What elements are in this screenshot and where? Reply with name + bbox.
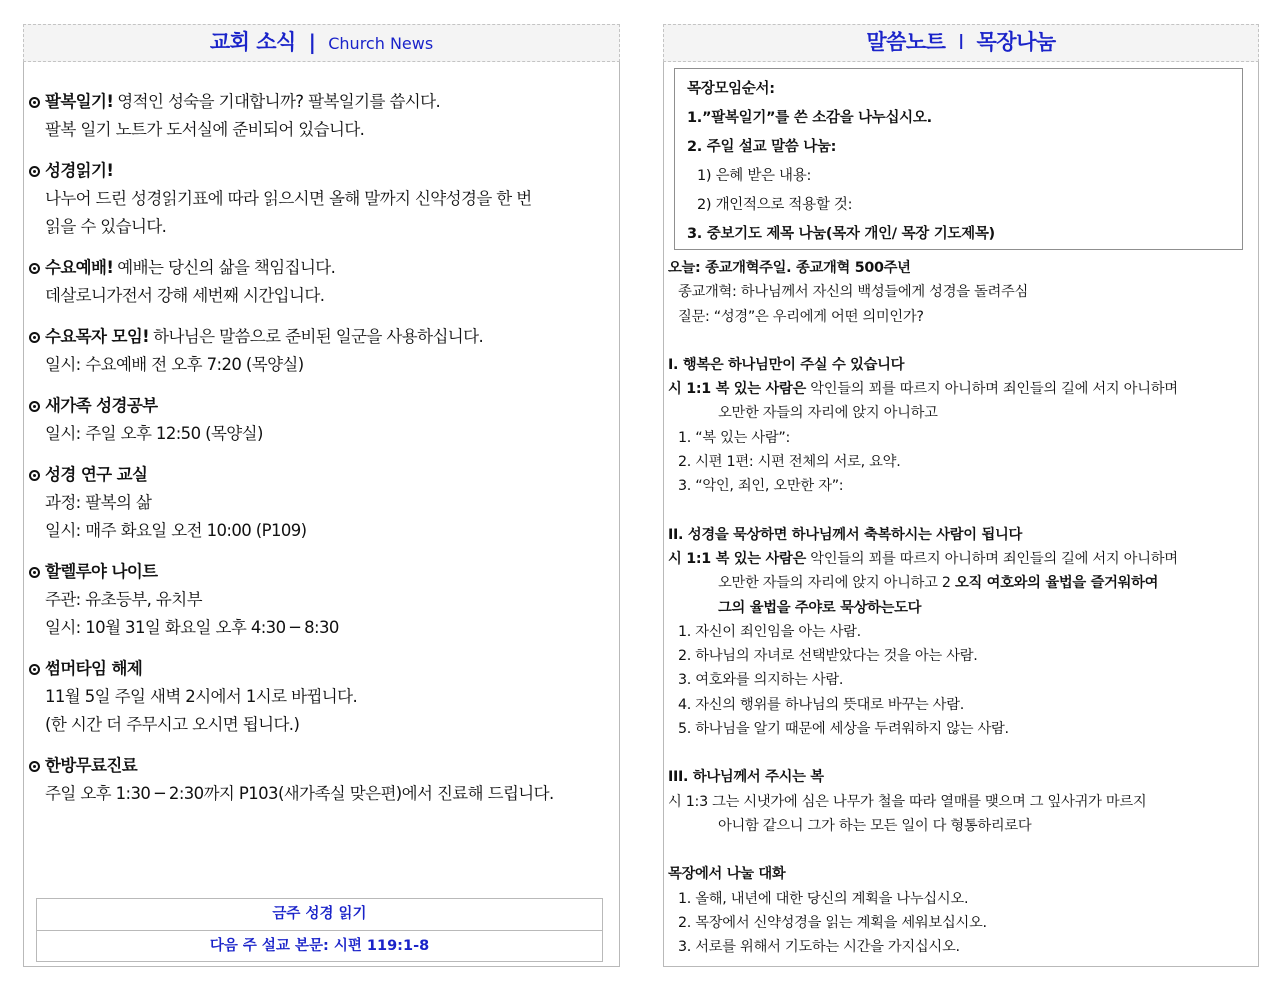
- news-item-header: [29, 392, 609, 420]
- header-separator: |: [308, 30, 316, 54]
- news-item-detail: 일시: 수요예배 전 오후 7:20 (목양실): [45, 355, 304, 374]
- news-item-title: 썸머타임 해제: [45, 659, 143, 678]
- bullet-target-icon: [29, 567, 40, 578]
- next-sermon-text: 다음 주 설교 본문: 시편 119:1-8: [37, 930, 602, 962]
- news-item: [29, 323, 609, 379]
- point-line: 1. 올해, 내년에 대한 당신의 계획을 나누십시오.: [678, 890, 969, 907]
- cell-sharing-title: 목장나눔: [976, 30, 1056, 54]
- verse-line: [668, 547, 1256, 571]
- news-item: [29, 558, 609, 642]
- verse-ref: 시 1:1 복 있는 사람은: [668, 381, 806, 398]
- section-heading: 목장에서 나눌 대화: [668, 866, 786, 883]
- news-list: [29, 88, 609, 821]
- meeting-order-box: [674, 68, 1243, 250]
- news-item-header: [29, 655, 609, 683]
- church-news-subtitle: Church News: [328, 34, 434, 53]
- news-item-detail: 11월 5일 주일 새벽 2시에서 1시로 바뀝니다.: [45, 687, 358, 706]
- verse-line: 아니함 같으니 그가 하는 모든 일이 다 형통하리로다: [718, 817, 1032, 834]
- news-item-title: 할렐루야 나이트: [45, 562, 158, 581]
- point-line: 5. 하나님을 알기 때문에 세상을 두려워하지 않는 사람.: [678, 721, 1009, 738]
- news-item: [29, 88, 609, 144]
- bullet-target-icon: [29, 166, 40, 177]
- news-item-title: 새가족 성경공부: [45, 396, 158, 415]
- news-item-detail: 주관: 유초등부, 유치부: [45, 590, 202, 609]
- news-item-detail: 나누어 드린 성경읽기표에 따라 읽으시면 올해 말까지 신약성경을 한 번: [45, 189, 532, 208]
- news-item-header: [29, 558, 609, 586]
- news-item-detail: 팔복 일기 노트가 도서실에 준비되어 있습니다.: [45, 120, 365, 139]
- verse-emphasis: 오직 여호와의 율법을 즐거워하여: [954, 575, 1159, 592]
- news-item: [29, 157, 609, 241]
- news-item-header: [29, 461, 609, 489]
- news-item-title: 수요목자 모임!: [45, 327, 150, 346]
- church-news-header: [23, 24, 620, 62]
- news-item-detail: 일시: 매주 화요일 오전 10:00 (P109): [45, 521, 307, 540]
- point-line: 1. 자신이 죄인임을 아는 사람.: [678, 623, 861, 640]
- meeting-order-subitem: 1) 은혜 받은 내용:: [697, 168, 812, 184]
- news-item: [29, 752, 609, 808]
- point-line: 3. 서로를 위해서 기도하는 시간을 가지십시오.: [678, 939, 960, 956]
- news-item-title: 팔복일기!: [45, 92, 114, 111]
- bullet-target-icon: [29, 332, 40, 343]
- sermon-note-title: 말씀노트: [866, 30, 946, 54]
- news-item-desc: 하나님은 말씀으로 준비된 일군을 사용하십니다.: [153, 327, 484, 346]
- meeting-order-subitem: 2) 개인적으로 적용할 것:: [697, 197, 853, 213]
- news-item-detail: 데살로니가전서 강해 세번째 시간입니다.: [45, 286, 325, 305]
- meeting-order-item: 1.”팔복일기”를 쓴 소감을 나누십시오.: [687, 110, 932, 126]
- news-item-title: 성경읽기!: [45, 161, 114, 180]
- meeting-order-item: 2. 주일 설교 말씀 나눔:: [687, 139, 837, 155]
- news-item-detail: 주일 오후 1:30 ─ 2:30까지 P103(새가족실 맞은편)에서 진료해 드립니다.: [45, 784, 554, 803]
- news-item-header: [29, 157, 609, 185]
- point-line: 3. 여호와를 의지하는 사람.: [678, 672, 844, 689]
- news-item-detail: 읽을 수 있습니다.: [45, 217, 167, 236]
- news-item-detail: 일시: 10월 31일 화요일 오후 4:30 ─ 8:30: [45, 618, 339, 637]
- news-item-header: [29, 254, 609, 282]
- verse-text: 오만한 자들의 자리에 앉지 아니하고 2: [718, 575, 955, 592]
- verse-line: [668, 377, 1256, 401]
- news-item-detail: 과정: 팔복의 삶: [45, 493, 152, 512]
- news-item: [29, 254, 609, 310]
- today-line: 질문: “성경”은 우리에게 어떤 의미인가?: [678, 308, 924, 325]
- section-heading: III. 하나님께서 주시는 복: [668, 769, 824, 786]
- verse-line: 그의 율법을 주야로 묵상하는도다: [718, 599, 922, 616]
- point-line: 2. 목장에서 신약성경을 읽는 계획을 세워보십시오.: [678, 914, 987, 931]
- point-line: 1. “복 있는 사람”:: [678, 429, 791, 446]
- news-item-detail: (한 시간 더 주무시고 오시면 됩니다.): [45, 715, 300, 734]
- meeting-order-title: 목장모임순서:: [687, 81, 775, 97]
- bullet-target-icon: [29, 761, 40, 772]
- sermon-notes: [668, 256, 1256, 959]
- news-item: [29, 392, 609, 448]
- verse-ref: 시 1:1 복 있는 사람은: [668, 550, 806, 567]
- verse-text: 악인들의 꾀를 따르지 아니하며 죄인들의 길에 서지 아니하며: [806, 550, 1178, 567]
- point-line: 4. 자신의 행위를 하나님의 뜻대로 바꾸는 사람.: [678, 696, 964, 713]
- news-item-desc: 영적인 성숙을 기대합니까? 팔복일기를 씁시다.: [117, 92, 441, 111]
- sermon-note-header: [663, 24, 1259, 62]
- today-title: 오늘: 종교개혁주일. 종교개혁 500주년: [668, 260, 911, 276]
- news-item-header: [29, 752, 609, 780]
- news-item-title: 수요예배!: [45, 258, 114, 277]
- bullet-target-icon: [29, 401, 40, 412]
- news-item: [29, 655, 609, 739]
- news-item-title: 한방무료진료: [45, 756, 138, 775]
- point-line: 2. 시편 1편: 시편 전체의 서로, 요약.: [678, 454, 901, 471]
- verse-text: 악인들의 꾀를 따르지 아니하며 죄인들의 길에 서지 아니하며: [806, 381, 1178, 398]
- news-item-desc: 예배는 당신의 삶을 책임집니다.: [117, 258, 336, 277]
- news-item-title: 성경 연구 교실: [45, 465, 148, 484]
- news-item: [29, 461, 609, 545]
- weekly-reading-label: 금주 성경 읽기: [272, 906, 367, 922]
- verse-line: [668, 571, 1256, 595]
- verse-line: 시 1:3 그는 시냇가에 심은 나무가 철을 따라 열매를 맺으며 그 잎사귀가 마르지: [668, 793, 1147, 810]
- today-line: 종교개혁: 하나님께서 자신의 백성들에게 성경을 돌려주심: [678, 284, 1028, 301]
- news-item-detail: 일시: 주일 오후 12:50 (목양실): [45, 424, 263, 443]
- bullet-target-icon: [29, 470, 40, 481]
- news-item-header: [29, 323, 609, 351]
- news-item-header: [29, 88, 609, 116]
- section-heading: II. 성경을 묵상하면 하나님께서 축복하시는 사람이 됩니다: [668, 526, 1022, 543]
- bullet-target-icon: [29, 664, 40, 675]
- verse-line: 오만한 자들의 자리에 앉지 아니하고: [718, 405, 938, 422]
- point-line: 3. “악인, 죄인, 오만한 자”:: [678, 478, 844, 495]
- point-line: 2. 하나님의 자녀로 선택받았다는 것을 아는 사람.: [678, 648, 978, 665]
- meeting-order-item: 3. 중보기도 제목 나눔(목자 개인/ 목장 기도제목): [687, 226, 995, 242]
- bible-reading-box: [36, 898, 603, 962]
- bullet-target-icon: [29, 263, 40, 274]
- church-news-title: 교회 소식: [209, 30, 296, 54]
- header-separator: I: [958, 30, 964, 54]
- bullet-target-icon: [29, 97, 40, 108]
- section-heading: I. 행복은 하나님만이 주실 수 있습니다: [668, 356, 905, 373]
